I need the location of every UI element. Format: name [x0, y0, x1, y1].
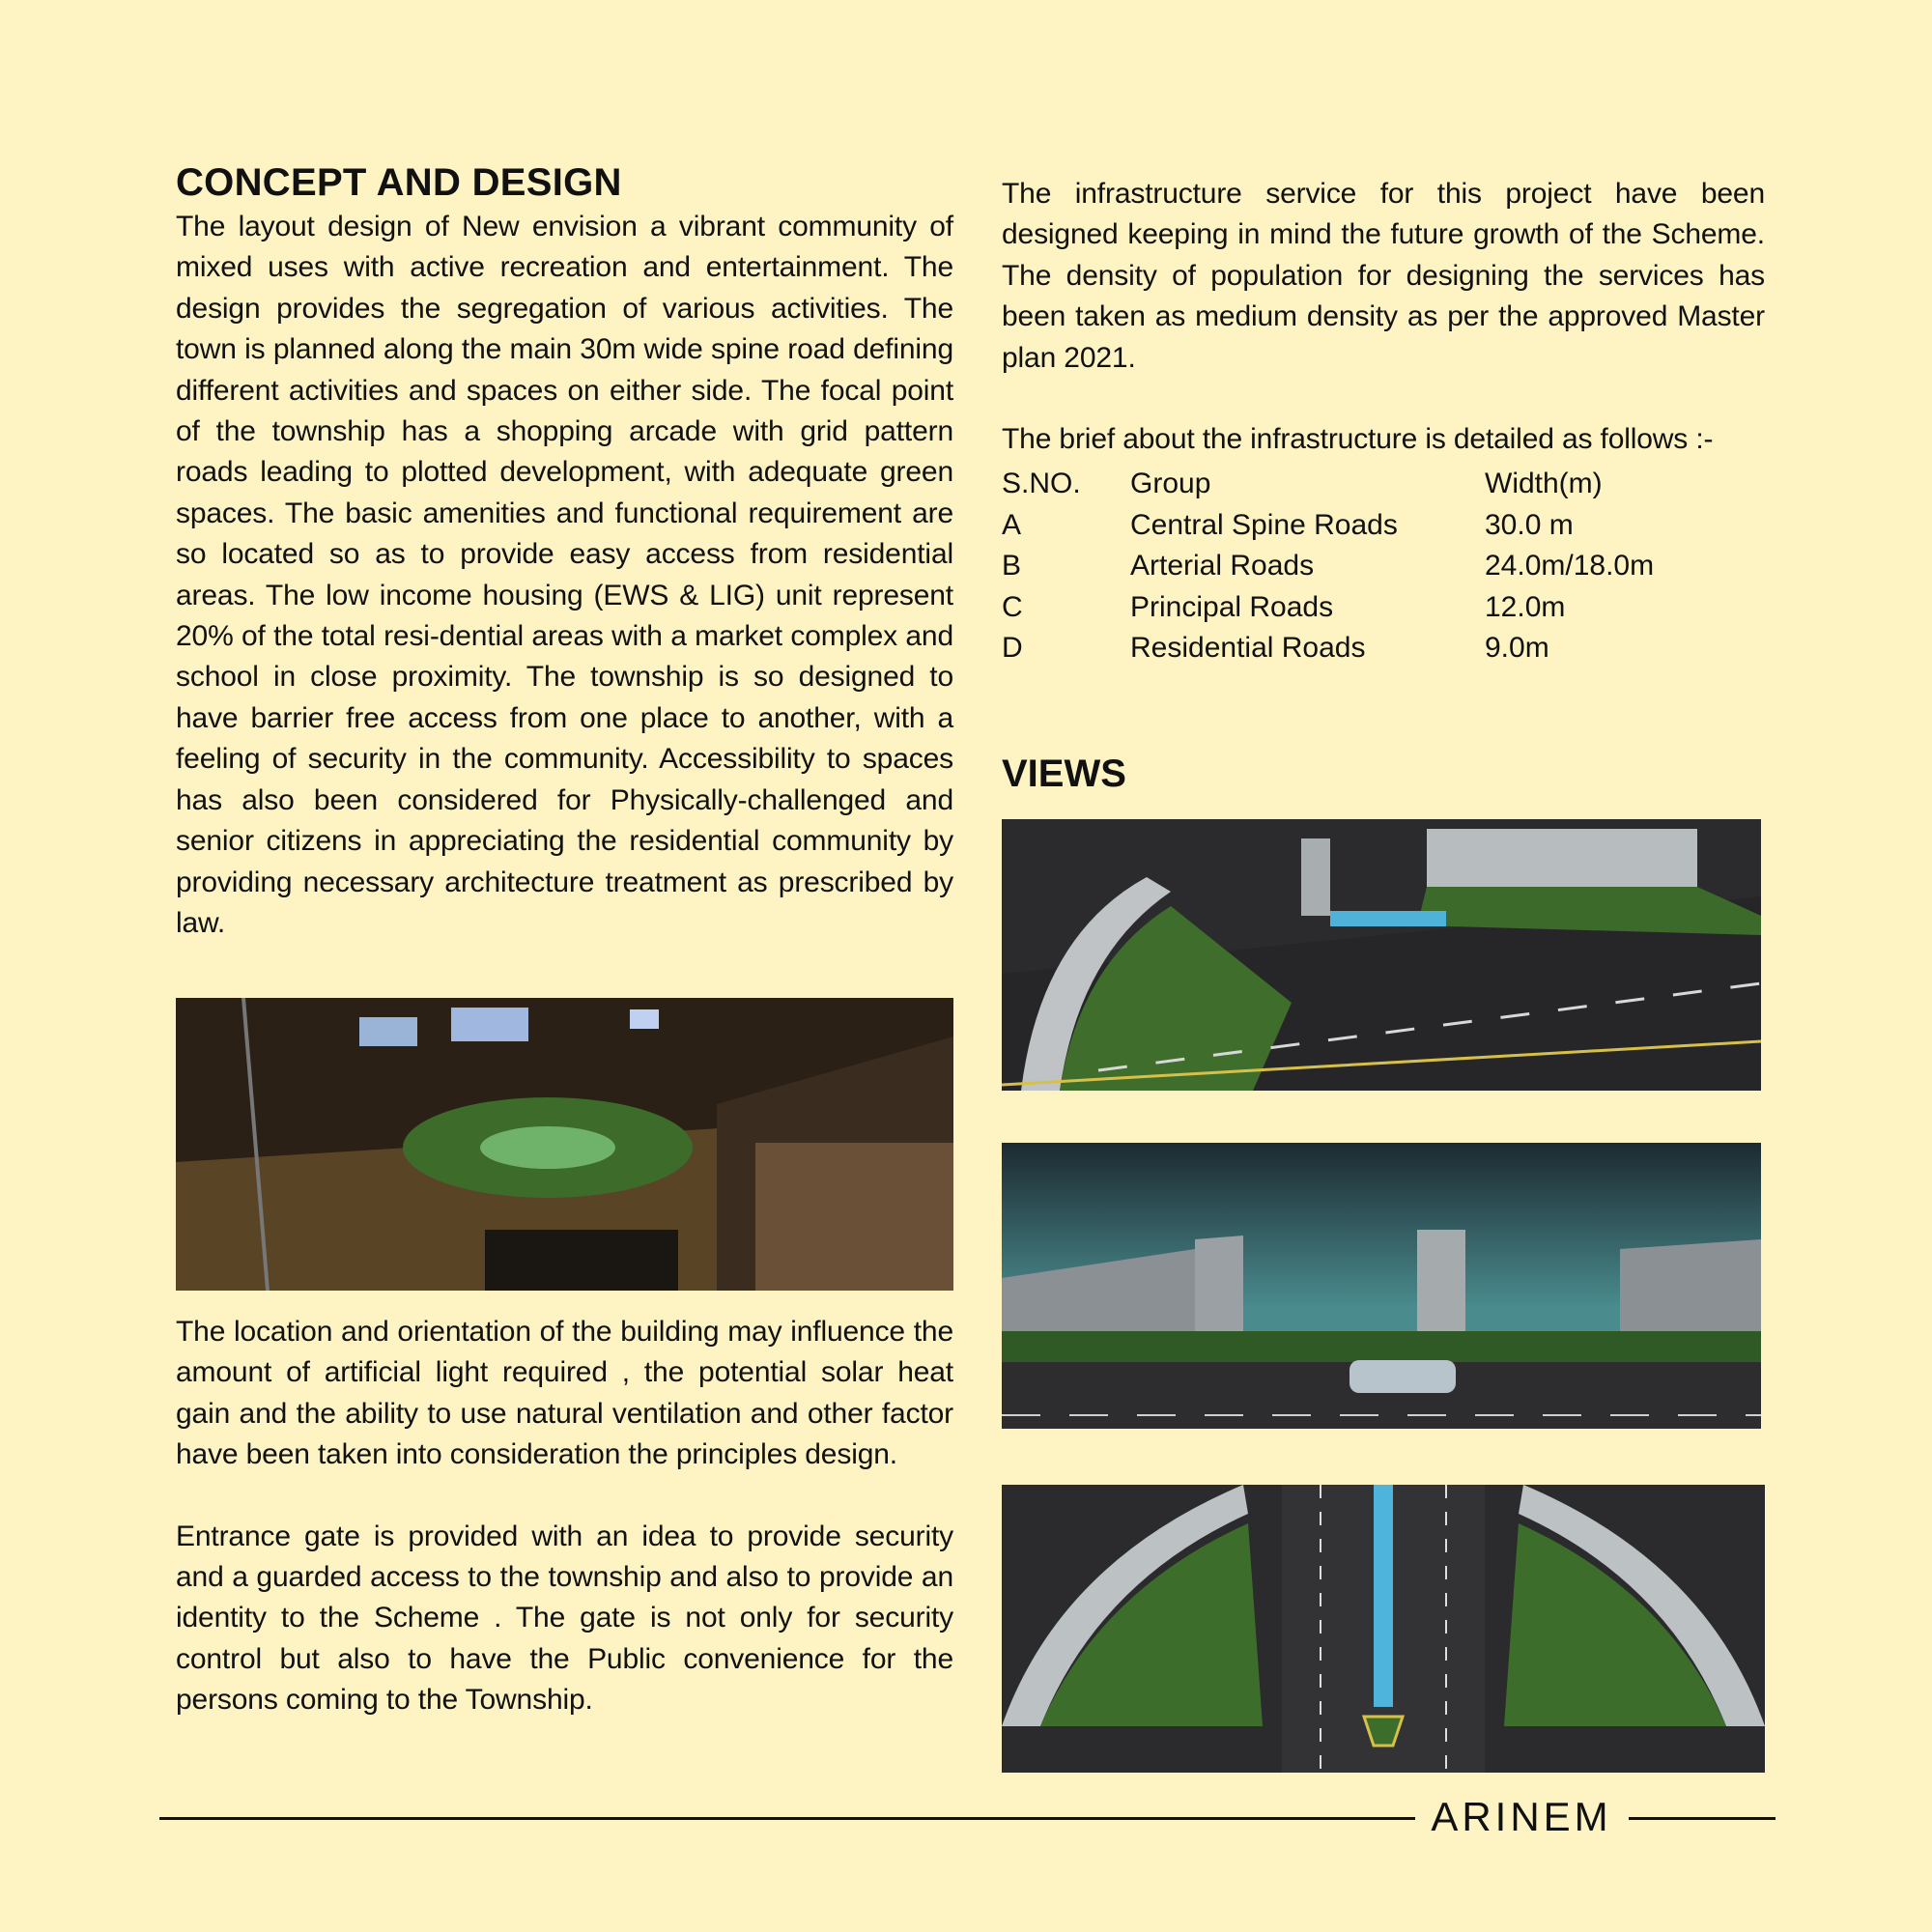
table-row	[1002, 587, 1765, 628]
row-group: Arterial Roads	[1130, 550, 1315, 582]
row-width: 30.0 m	[1485, 508, 1574, 541]
row-group: Central Spine Roads	[1130, 508, 1398, 541]
city-night-photo	[176, 998, 953, 1291]
header-sno: S.NO.	[1002, 468, 1081, 500]
row-sno: D	[1002, 632, 1023, 664]
gate-render-top	[1002, 1485, 1765, 1773]
infrastructure-paragraph: The infrastructure service for this project have been designed keeping in mind the future growth of the Scheme. The density of population for designing the services has been taken as medium density as per the approved Master plan 2021.	[1002, 178, 1765, 374]
header-group: Group	[1130, 468, 1211, 500]
table-row	[1002, 505, 1765, 546]
arinem-logo: ARINEM	[1431, 1794, 1612, 1839]
orientation-paragraph: The location and orientation of the building may influence the amount of artificial light required , the potential solar heat gain and the ability to use natural ventilation and other factor have been taken into consideration the principles design.	[176, 1316, 953, 1471]
row-group: Residential Roads	[1130, 632, 1366, 664]
row-sno: A	[1002, 508, 1022, 541]
row-sno: B	[1002, 550, 1022, 582]
road-width-table	[1002, 464, 1765, 668]
header-width: Width(m)	[1485, 468, 1603, 500]
footer-rule-left	[159, 1817, 1415, 1820]
row-group: Principal Roads	[1130, 590, 1334, 623]
row-sno: C	[1002, 590, 1023, 623]
left-column	[176, 160, 953, 944]
gate-render-aerial	[1002, 819, 1761, 1091]
table-row	[1002, 628, 1765, 668]
left-lower-text	[176, 1312, 953, 1721]
infrastructure-brief: The brief about the infrastructure is detailed as follows :-	[1002, 423, 1714, 456]
section-heading-concept: CONCEPT AND DESIGN	[176, 161, 622, 204]
row-width: 12.0m	[1485, 590, 1566, 623]
gate-render-front	[1002, 1143, 1761, 1429]
entrance-gate-paragraph: Entrance gate is provided with an idea to provide security and a guarded access to the township and also to provide an identity to the Scheme . The gate is not only for security control but also to have the Public convenience for the persons coming to the Township.	[176, 1520, 953, 1717]
table-header-row	[1002, 464, 1765, 504]
table-row	[1002, 546, 1765, 586]
concept-paragraph: The layout design of New envision a vibrant community of mixed uses with active recreation and entertainment. The design provides the segregation of various activities. The town is planned along the main 30m wide spine road defining different activities and spaces on either side. The focal point of the township has a shopping arcade with grid pattern roads leading to plotted development, with adequate green spaces. The basic amenities and functional requirement are so located so as to provide easy access from residential areas. The low income housing (EWS & LIG) unit represent 20% of the total resi-dential areas with a market complex and school in close proximity. The township is so designed to have barrier free access from one place to another, with a feeling of security in the community. Accessibility to spaces has also been considered for Physically-challenged and senior citizens in appreciating the residential community by providing necessary architecture treatment as prescribed by law.	[176, 211, 953, 939]
row-width: 24.0m/18.0m	[1485, 550, 1655, 582]
views-heading: VIEWS	[1002, 753, 1126, 795]
footer-rule-right	[1629, 1817, 1776, 1820]
right-column	[1002, 174, 1765, 668]
row-width: 9.0m	[1485, 632, 1549, 664]
